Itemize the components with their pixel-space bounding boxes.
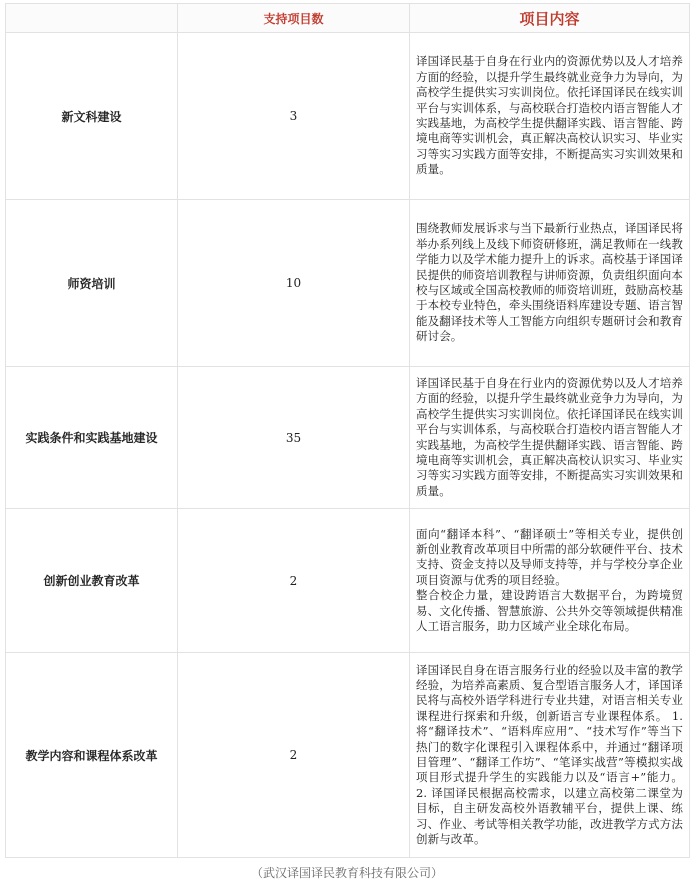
project-table [5, 3, 690, 858]
content-paragraph: 译国译民自身在语言服务行业的经验以及丰富的教学经验，为培养高素质、复合型语言服务人才，译国译民将与高校外语学科进行专业共建，对语言相关专业课程进行探索和升级，创新语言专业课程体系。 1. 将“翻译技术”、“语料库应用”、“技术写作”等当下热门的数字化课程引入课程体系中，并通过“翻译项目管理”、“翻译工作坊”、“笔译实战营”等模拟实战项目形式提升学生的实践能力以及“语言+”能力。 2. 译国译民根据高校需求，以建立高校第二课堂为目标，自主研发高校外语教辅平台，提供上课、练习、作业、考试等相关教学功能，改进教学方式方法创新与改革。 [416, 662, 683, 847]
support-count: 2 [178, 509, 410, 653]
content-paragraph: 译国译民基于自身在行业内的资源优势以及人才培养方面的经验，以提升学生最终就业竞争力为导向，为高校学生提供实习实训岗位。依托译国译民在线实训平台与实训体系，与高校联合打造校内语言智能人才实践基地，为高校学生提供翻译实践、语言智能、跨境电商等实训机会，真正解决高校认识实习、毕业实习等实习实践方面等安排，不断提高实习实训效果和质量。 [416, 54, 683, 177]
support-count: 2 [178, 653, 410, 858]
header-project-content: 项目内容 [410, 4, 690, 33]
content-paragraph: 围绕教师发展诉求与当下最新行业热点，译国译民将举办系列线上及线下师资研修班，满足教师在一线教学能力以及学术能力提升上的诉求。高校基于译国译民提供的师资培训教程与讲师资源，负责组织面向本校与区域或全国高校教师的师资培训班，鼓励高校基于本校专业特色，牵头围绕语料库建设专题、语言智能及翻译技术等人工智能方向组织专题研讨会和教育研讨会。 [416, 221, 683, 344]
header-project-name [6, 4, 178, 33]
support-count: 35 [178, 367, 410, 509]
table-header-row [6, 4, 690, 33]
table-row [6, 509, 690, 653]
project-name: 新文科建设 [6, 33, 178, 200]
project-content [410, 33, 690, 200]
support-count: 3 [178, 33, 410, 200]
project-content [410, 367, 690, 509]
project-name: 创新创业教育改革 [6, 509, 178, 653]
project-name: 教学内容和课程体系改革 [6, 653, 178, 858]
table-row [6, 653, 690, 858]
project-name: 实践条件和实践基地建设 [6, 367, 178, 509]
content-paragraph: 译国译民基于自身在行业内的资源优势以及人才培养方面的经验，以提升学生最终就业竞争力为导向，为高校学生提供实习实训岗位。依托译国译民在线实训平台与实训体系，与高校联合打造校内语言智能人才实践基地，为高校学生提供翻译实践、语言智能、跨境电商等实训机会，真正解决高校认识实习、毕业实习等实习实践方面等安排，不断提高实习实训效果和质量。 [416, 375, 683, 498]
project-name: 师资培训 [6, 200, 178, 367]
table-row [6, 200, 690, 367]
content-paragraph: 面向“翻译本科”、“翻译硕士”等相关专业，提供创新创业教育改革项目中所需的部分软硬件平台、技术支持、资金支持以及导师支持等，并与学校分享企业项目资源与优秀的项目经验。 [416, 526, 683, 587]
image-caption: （武汉译国译民教育科技有限公司） [250, 866, 443, 880]
content-paragraph: 整合校企力量，建设跨语言大数据平台，为跨境贸易、文化传播、智慧旅游、公共外交等领域提供精准人工语言服务，助力区域产业全球化布局。 [416, 588, 683, 634]
project-content [410, 200, 690, 367]
header-support-count: 支持项目数 [178, 4, 410, 33]
support-count: 10 [178, 200, 410, 367]
project-content [410, 509, 690, 653]
project-content [410, 653, 690, 858]
table-row [6, 33, 690, 200]
table-row [6, 367, 690, 509]
